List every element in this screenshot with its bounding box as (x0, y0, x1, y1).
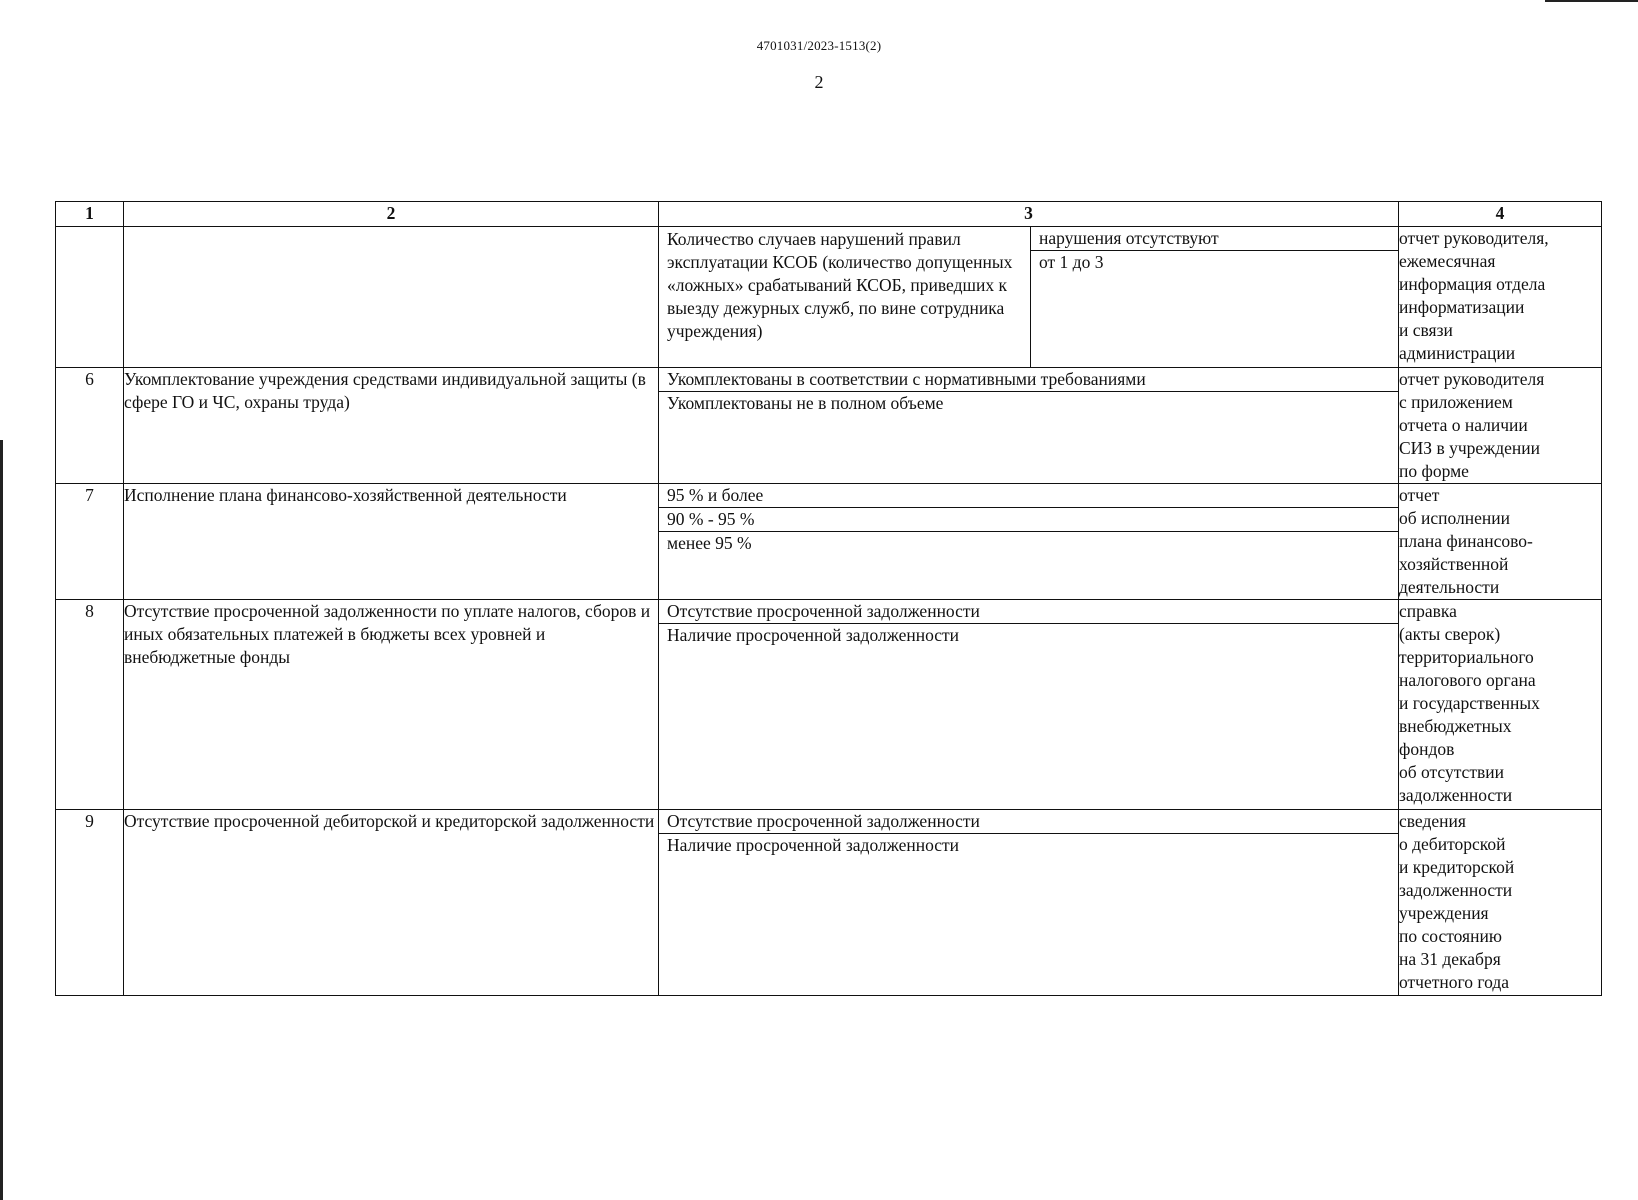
source-line: и государственных (1399, 693, 1540, 713)
option-line: нарушения отсутствуют (1031, 227, 1398, 251)
source-line: с приложением (1399, 392, 1513, 412)
row-number: 6 (56, 368, 124, 484)
source-line: информация отдела (1399, 274, 1546, 294)
row-number: 8 (56, 600, 124, 810)
row-source-cell (1399, 810, 1602, 996)
table-row (56, 810, 1602, 996)
source-line: сведения (1399, 811, 1466, 831)
scan-edge-left (0, 440, 3, 1200)
column-header-1: 1 (56, 202, 124, 227)
column-header-3: 3 (659, 202, 1399, 227)
column-header-4: 4 (1399, 202, 1602, 227)
source-line: отчет руководителя (1399, 369, 1545, 389)
source-line: территориального (1399, 647, 1534, 667)
row-options-cell (659, 368, 1399, 484)
source-line: справка (1399, 601, 1457, 621)
page-number: 2 (814, 72, 824, 92)
option-line: Укомплектованы в соответствии с нормативными требованиями (659, 368, 1398, 392)
source-line: о дебиторской (1399, 834, 1506, 854)
row-title: Отсутствие просроченной задолженности по уплате налогов, сборов и иных обязательных платежей в бюджеты всех уровней и внебюджетные фонды (124, 600, 659, 810)
row-number: 9 (56, 810, 124, 996)
option-line: 95 % и более (659, 484, 1398, 508)
row-title: Отсутствие просроченной дебиторской и кредиторской задолженности (124, 810, 659, 996)
source-line: фондов (1399, 739, 1455, 759)
source-line: администрации (1399, 343, 1516, 363)
document-code: 4701031/2023-1513(2) (756, 38, 882, 53)
source-line: задолженности (1399, 880, 1513, 900)
option-line: Наличие просроченной задолженности (667, 625, 960, 645)
source-line: об отсутствии (1399, 762, 1504, 782)
row-options-cell (659, 484, 1399, 600)
row-source-cell (1399, 600, 1602, 810)
row-options-cell (659, 227, 1399, 368)
table-row (56, 600, 1602, 810)
row-title: Исполнение плана финансово-хозяйственной деятельности (124, 484, 659, 600)
source-line: учреждения (1399, 903, 1489, 923)
source-line: задолженности (1399, 785, 1513, 805)
source-line: хозяйственной (1399, 554, 1509, 574)
row-source-cell (1399, 227, 1602, 368)
option-line: Отсутствие просроченной задолженности (659, 600, 1398, 624)
row-source-cell (1399, 484, 1602, 600)
source-line: отчетного года (1399, 972, 1510, 992)
scan-edge-top-right (1545, 0, 1638, 2)
option-line: Отсутствие просроченной задолженности (659, 810, 1398, 834)
source-line: и связи (1399, 320, 1453, 340)
ksob-criterion-text: Количество случаев нарушений правил эксплуатации КСОБ (количество допущенных «ложных» срабатываний КСОБ, приведших к выезду дежурных служб, по вине сотрудника учреждения) (659, 227, 1031, 367)
source-line: об исполнении (1399, 508, 1511, 528)
row-number: 7 (56, 484, 124, 600)
option-line: Наличие просроченной задолженности (667, 835, 960, 855)
row-options-cell (659, 810, 1399, 996)
option-line: Укомплектованы не в полном объеме (667, 393, 944, 413)
source-line: по состоянию (1399, 926, 1502, 946)
source-line: отчет руководителя, (1399, 228, 1549, 248)
source-line: ежемесячная (1399, 251, 1496, 271)
source-line: на 31 декабря (1399, 949, 1501, 969)
source-line: информатизации (1399, 297, 1525, 317)
option-line: от 1 до 3 (1039, 252, 1104, 272)
table-header-row (56, 202, 1602, 227)
source-line: отчет (1399, 485, 1440, 505)
source-line: отчета о наличии (1399, 415, 1528, 435)
column-header-2: 2 (124, 202, 659, 227)
source-line: (акты сверок) (1399, 624, 1501, 644)
row-options-cell (659, 600, 1399, 810)
split-options (659, 227, 1398, 367)
option-line: 90 % - 95 % (659, 508, 1398, 532)
option-line: менее 95 % (667, 533, 752, 553)
source-line: внебюджетных (1399, 716, 1512, 736)
source-line: СИЗ в учреждении (1399, 438, 1541, 458)
row-source-cell (1399, 368, 1602, 484)
source-line: налогового органа (1399, 670, 1536, 690)
row-title: Укомплектование учреждения средствами индивидуальной защиты (в сфере ГО и ЧС, охраны труда) (124, 368, 659, 484)
row-number-cell (56, 227, 124, 368)
table-row (56, 368, 1602, 484)
row-title-cell (124, 227, 659, 368)
source-line: плана финансово- (1399, 531, 1533, 551)
table-row-continuation (56, 227, 1602, 368)
source-line: по форме (1399, 461, 1469, 481)
source-line: деятельности (1399, 577, 1500, 597)
criteria-table (55, 201, 1602, 996)
table-row (56, 484, 1602, 600)
source-line: и кредиторской (1399, 857, 1515, 877)
